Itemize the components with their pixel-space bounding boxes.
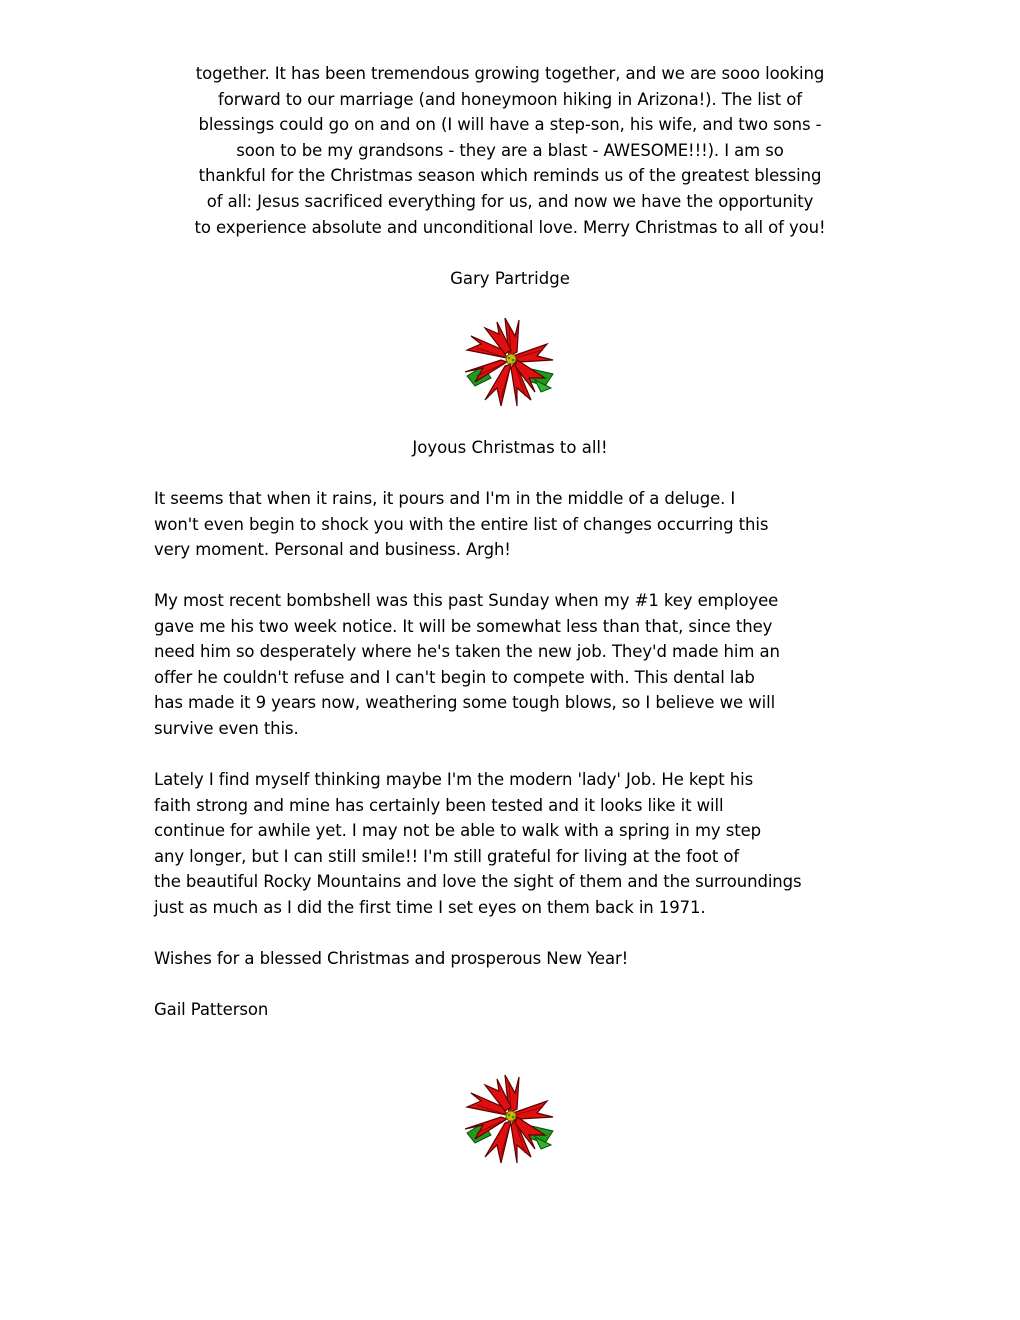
- letter1-body: [150, 61, 870, 240]
- letter2-paragraph-3: [154, 767, 874, 921]
- paragraph-line: gave me his two week notice. It will be somewhat less than that, since they: [154, 616, 773, 636]
- letter1-line: soon to be my grandsons - they are a blast - AWESOME!!!). I am so: [236, 140, 784, 160]
- signature-line: Gail Patterson: [154, 1000, 269, 1019]
- letter1-signature: Gary Partridge: [450, 269, 570, 288]
- letter1-line: forward to our marriage (and honeymoon hiking in Arizona!). The list of: [218, 89, 802, 109]
- paragraph-line: very moment. Personal and business. Argh!: [154, 540, 511, 560]
- paragraph-line: faith strong and mine has certainly been tested and it looks like it will: [154, 795, 724, 815]
- letter1-line: blessings could go on and on (I will have a step-son, his wife, and two sons -: [198, 115, 822, 135]
- letter2-closing: [154, 946, 874, 972]
- paragraph-line: It seems that when it rains, it pours and I'm in the middle of a deluge. I: [154, 489, 736, 508]
- paragraph-line: has made it 9 years now, weathering some tough blows, so I believe we will: [154, 693, 776, 713]
- letter2-paragraph-2: [154, 588, 874, 742]
- paragraph-line: any longer, but I can still smile!! I'm still grateful for living at the foot of: [154, 846, 740, 866]
- paragraph-line: the beautiful Rocky Mountains and love the sight of them and the surroundings: [154, 872, 802, 892]
- paragraph-line: Lately I find myself thinking maybe I'm the modern 'lady' Job. He kept his: [154, 770, 754, 789]
- letter1-line: of all: Jesus sacrificed everything for us, and now we have the opportunity: [206, 191, 814, 211]
- letter1-line: together. It has been tremendous growing together, and we are sooo looking: [195, 64, 825, 83]
- poinsettia-center: [506, 1111, 516, 1121]
- paragraph-line: My most recent bombshell was this past Sunday when my #1 key employee: [154, 591, 779, 610]
- letter1-line: to experience absolute and unconditional love. Merry Christmas to all of you!: [194, 217, 826, 237]
- closing-line: Wishes for a blessed Christmas and prosperous New Year!: [154, 949, 629, 968]
- poinsettia-icon: [461, 316, 557, 408]
- paragraph-line: offer he couldn't refuse and I can't begin to compete with. This dental lab: [154, 667, 755, 687]
- paragraph-line: won't even begin to shock you with the entire list of changes occurring this: [154, 514, 769, 534]
- letter2-paragraph-1: [154, 486, 874, 563]
- poinsettia-icon: [461, 1073, 557, 1165]
- letter2-greeting: Joyous Christmas to all!: [412, 438, 608, 457]
- paragraph-line: survive even this.: [154, 718, 299, 738]
- paragraph-line: just as much as I did the first time I set eyes on them back in 1971.: [154, 897, 706, 917]
- letter2-signature: [154, 997, 874, 1023]
- paragraph-line: need him so desperately where he's taken the new job. They'd made him an: [154, 642, 780, 662]
- letter1-line: thankful for the Christmas season which reminds us of the greatest blessing: [198, 166, 822, 186]
- paragraph-line: continue for awhile yet. I may not be able to walk with a spring in my step: [154, 821, 762, 841]
- poinsettia-center: [506, 354, 516, 364]
